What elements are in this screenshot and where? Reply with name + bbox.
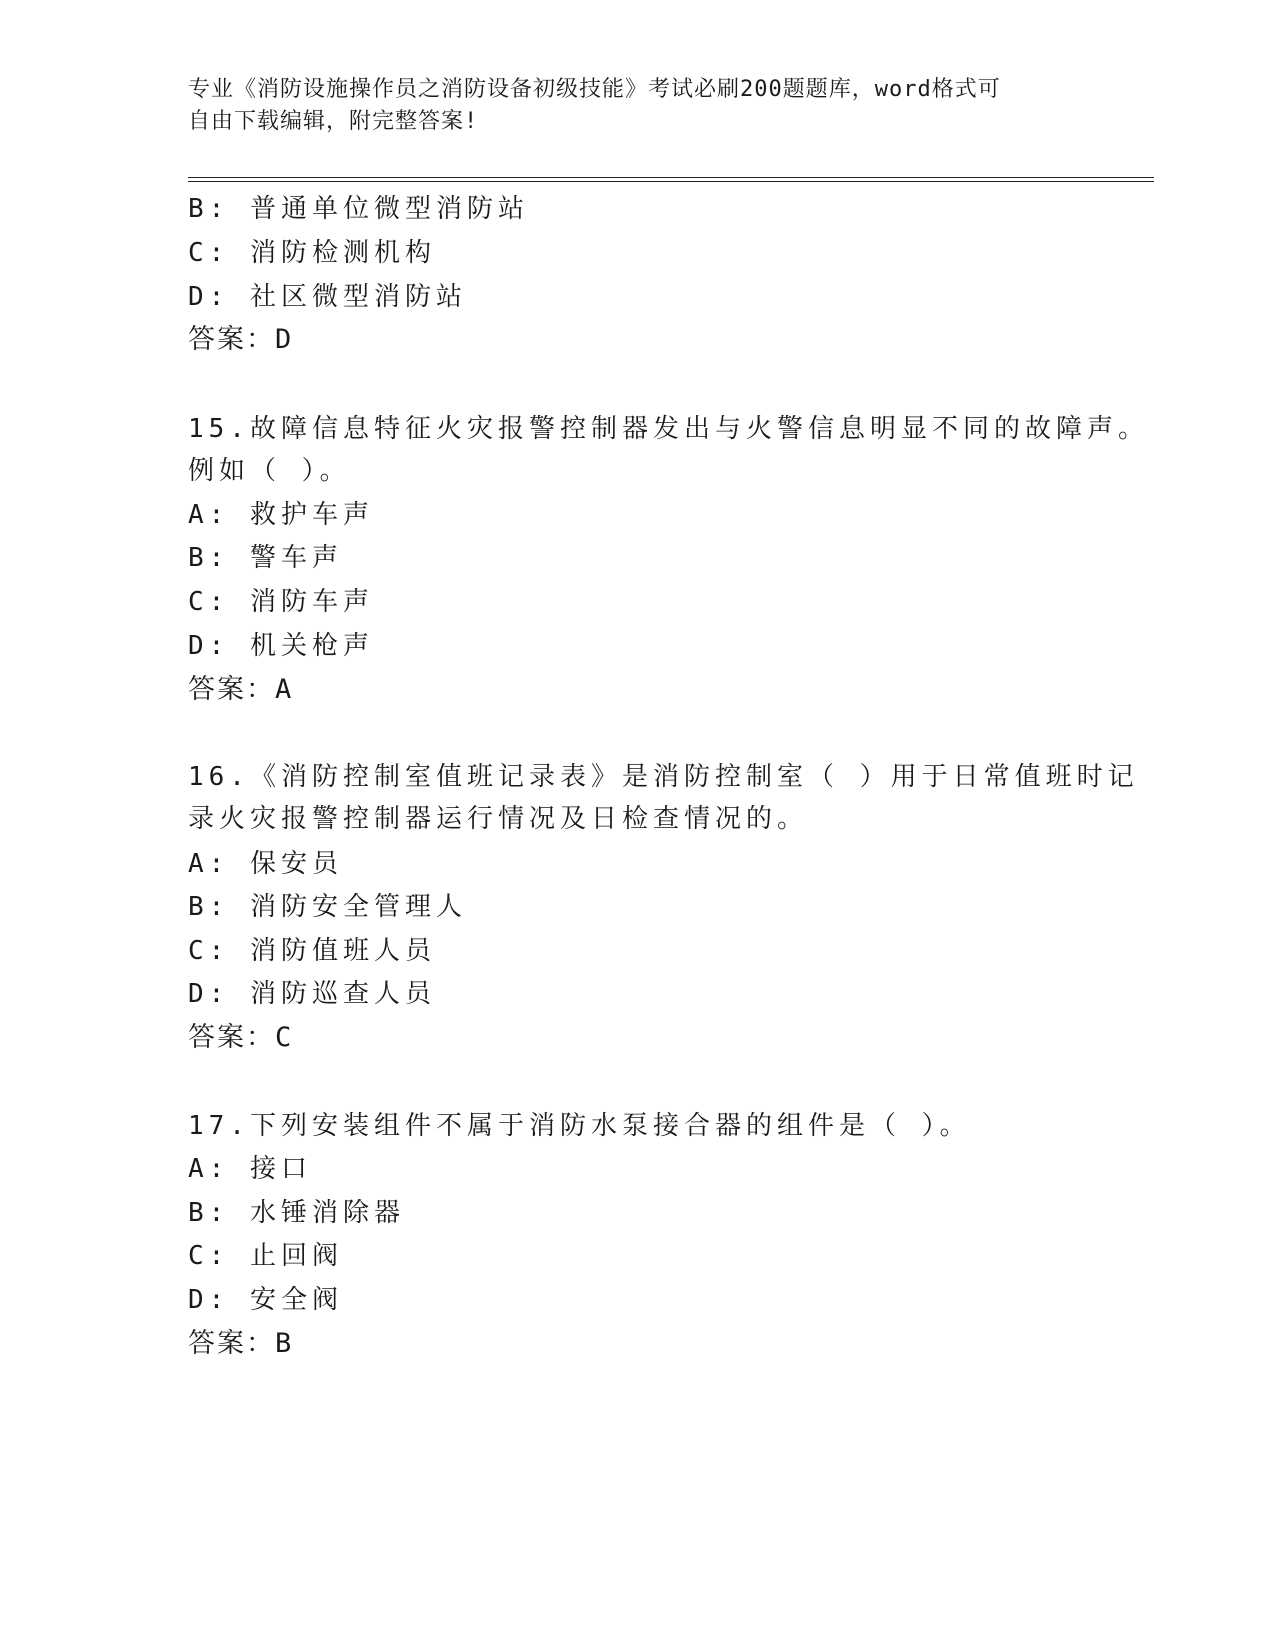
answer-line xyxy=(188,1326,293,1362)
answer-value: B xyxy=(275,1328,294,1359)
option-d: D: 安全阀 xyxy=(188,1285,343,1315)
header-line-2: 自由下载编辑，附完整答案! xyxy=(188,109,479,134)
option-c: C: 消防值班人员 xyxy=(188,936,436,966)
option-d: D: 社区微型消防站 xyxy=(188,282,467,312)
option-b: B: 水锤消除器 xyxy=(188,1198,405,1228)
question-stem-15-line-1: 15.故障信息特征火灾报警控制器发出与火警信息明显不同的故障声。 xyxy=(188,414,1149,444)
option-d: D: 机关枪声 xyxy=(188,631,374,661)
answer-value: C xyxy=(275,1022,294,1053)
answer-label: 答案： xyxy=(188,324,275,355)
question-stem-15-line-2: 例如（ ）。 xyxy=(188,456,351,486)
question-stem-17-line-1: 17.下列安装组件不属于消防水泵接合器的组件是（ ）。 xyxy=(188,1111,971,1141)
header-line-1: 专业《消防设施操作员之消防设备初级技能》考试必刷200题题库，word格式可 xyxy=(188,77,1001,102)
answer-label: 答案： xyxy=(188,674,275,705)
option-d: D: 消防巡查人员 xyxy=(188,979,436,1009)
option-b: B: 消防安全管理人 xyxy=(188,892,467,922)
answer-line xyxy=(188,322,293,358)
header-divider-bottom xyxy=(188,181,1154,182)
option-c: C: 消防车声 xyxy=(188,587,374,617)
answer-label: 答案： xyxy=(188,1022,275,1053)
option-c: C: 止回阀 xyxy=(188,1241,343,1271)
option-b: B: 普通单位微型消防站 xyxy=(188,194,529,224)
answer-line xyxy=(188,1020,293,1056)
answer-line xyxy=(188,672,293,708)
answer-label: 答案： xyxy=(188,1328,275,1359)
option-b: B: 警车声 xyxy=(188,543,343,573)
answer-value: D xyxy=(275,324,294,355)
answer-value: A xyxy=(275,674,294,705)
option-a: A: 保安员 xyxy=(188,849,343,879)
option-a: A: 接口 xyxy=(188,1154,312,1184)
header-divider-top xyxy=(188,177,1154,178)
question-stem-16-line-1: 16.《消防控制室值班记录表》是消防控制室（ ）用于日常值班时记 xyxy=(188,762,1139,792)
option-c: C: 消防检测机构 xyxy=(188,238,436,268)
option-a: A: 救护车声 xyxy=(188,500,374,530)
page-header xyxy=(188,74,1068,138)
question-stem-16-line-2: 录火灾报警控制器运行情况及日检查情况的。 xyxy=(188,804,809,834)
